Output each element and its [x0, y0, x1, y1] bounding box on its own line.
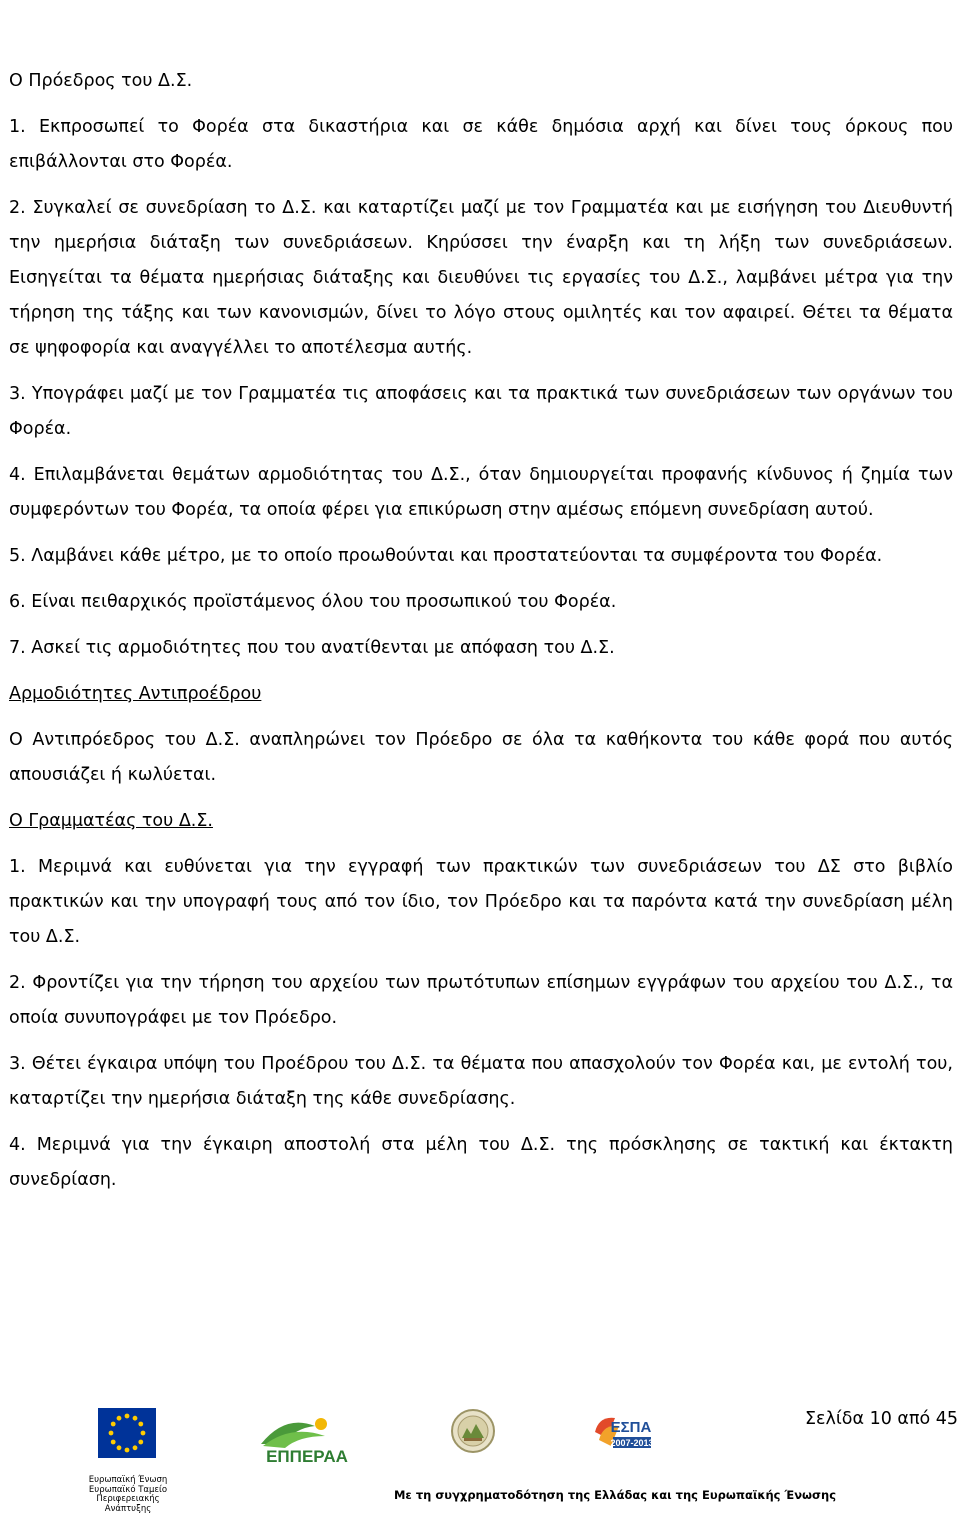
document-body	[9, 64, 953, 1209]
paragraph-item-2: 2. Συγκαλεί σε συνεδρίαση το Δ.Σ. και καταρτίζει μαζί με τον Γραμματέα και με εισήγηση του Διευθυντή την ημερήσια διάταξη των συνεδριάσεων. Κηρύσσει την έναρξη και τη λήξη των συνεδριάσεων. Εισηγείται τα θέματα ημερήσιας διάταξης και διευθύνει τις εργασίες του Δ.Σ., λαμβάνει μέτρα για την τήρηση της τάξης και των κανονισμών, δίνει το λόγο στους ομιλητές και τον αφαιρεί. Θέτει τα θέματα σε ψηφοφορία και αναγγέλλει το αποτέλεσμα αυτής.	[9, 198, 953, 358]
eu-flag-icon	[98, 1408, 156, 1458]
paragraph-item-5: 5. Λαμβάνει κάθε μέτρο, με το οποίο προωθούνται και προστατεύονται τα συμφέροντα του Φορέα.	[9, 546, 883, 566]
paragraph-item-1: 1. Εκπροσωπεί το Φορέα στα δικαστήρια και σε κάθε δημόσια αρχή και δίνει τους όρκους που επιβάλλονται στο Φορέα.	[9, 117, 953, 172]
page-number: Σελίδα 10 από 45	[805, 1409, 959, 1429]
paragraph-secretary-2: 2. Φροντίζει για την τήρηση του αρχείου των πρωτότυπων επίσημων εγγράφων του αρχείου του Δ.Σ., τα οποία συνυπογράφει με τον Πρόεδρο.	[9, 973, 953, 1028]
paragraph-secretary-1: 1. Μεριμνά και ευθύνεται για την εγγραφή των πρακτικών των συνεδριάσεων του ΔΣ στο βιβλίο πρακτικών και την υπογραφή τους από τον ίδιο, τον Πρόεδρο και τα παρόντα κατά την συνεδρίαση μέλη του Δ.Σ.	[9, 857, 953, 947]
svg-text:2007-2013: 2007-2013	[610, 1438, 653, 1448]
epperaa-logo-icon	[255, 1410, 360, 1466]
eu-caption: Ευρωπαϊκή Ένωση Ευρωπαϊκό Ταμείο Περιφερειακής Ανάπτυξης	[88, 1475, 168, 1514]
paragraph-item-3: 3. Υπογράφει μαζί με τον Γραμματέα τις αποφάσεις και τα πρακτικά των συνεδριάσεων των οργάνων του Φορέα.	[9, 384, 953, 439]
paragraph-vice-president: Ο Αντιπρόεδρος του Δ.Σ. αναπληρώνει τον Πρόεδρο σε όλα τα καθήκοντα του κάθε φορά που αυτός απουσιάζει ή κωλύεται.	[9, 730, 953, 785]
paragraph-item-4: 4. Επιλαμβάνεται θεμάτων αρμοδιότητας του Δ.Σ., όταν δημιουργείται προφανής κίνδυνος ή ζημία των συμφερόντων του Φορέα, τα οποία φέρει για επικύρωση στην αμέσως επόμενη συνεδρίαση αυτού.	[9, 465, 953, 520]
svg-text:ΕΠΠΕΡΑΑ: ΕΠΠΕΡΑΑ	[266, 1447, 348, 1466]
paragraph-secretary-3: 3. Θέτει έγκαιρα υπόψη του Προέδρου του Δ.Σ. τα θέματα που απασχολούν τον Φορέα και, με εντολή του, καταρτίζει την ημερήσια διάταξη της κάθε συνεδρίασης.	[9, 1054, 953, 1109]
page-footer	[0, 1400, 960, 1514]
svg-text:ΕΣΠΑ: ΕΣΠΑ	[610, 1419, 652, 1436]
paragraph-president-title: Ο Πρόεδρος του Δ.Σ.	[9, 71, 193, 91]
espa-logo-icon	[593, 1412, 653, 1452]
paragraph-secretary-4: 4. Μεριμνά για την έγκαιρη αποστολή στα μέλη του Δ.Σ. της πρόσκλησης σε τακτική και έκτακτη συνεδρίαση.	[9, 1135, 953, 1190]
paragraph-item-7: 7. Ασκεί τις αρμοδιότητες που του ανατίθενται με απόφαση του Δ.Σ.	[9, 638, 615, 658]
cofinancing-note: Με τη συγχρηματοδότηση της Ελλάδας και της Ευρωπαϊκής Ένωσης	[393, 1488, 837, 1502]
region-seal-icon	[450, 1408, 496, 1454]
paragraph-item-6: 6. Είναι πειθαρχικός προϊστάμενος όλου του προσωπικού του Φορέα.	[9, 592, 617, 612]
heading-secretary: Ο Γραμματέας του Δ.Σ.	[9, 811, 213, 831]
heading-vice-president: Αρμοδιότητες Αντιπροέδρου	[9, 684, 262, 704]
